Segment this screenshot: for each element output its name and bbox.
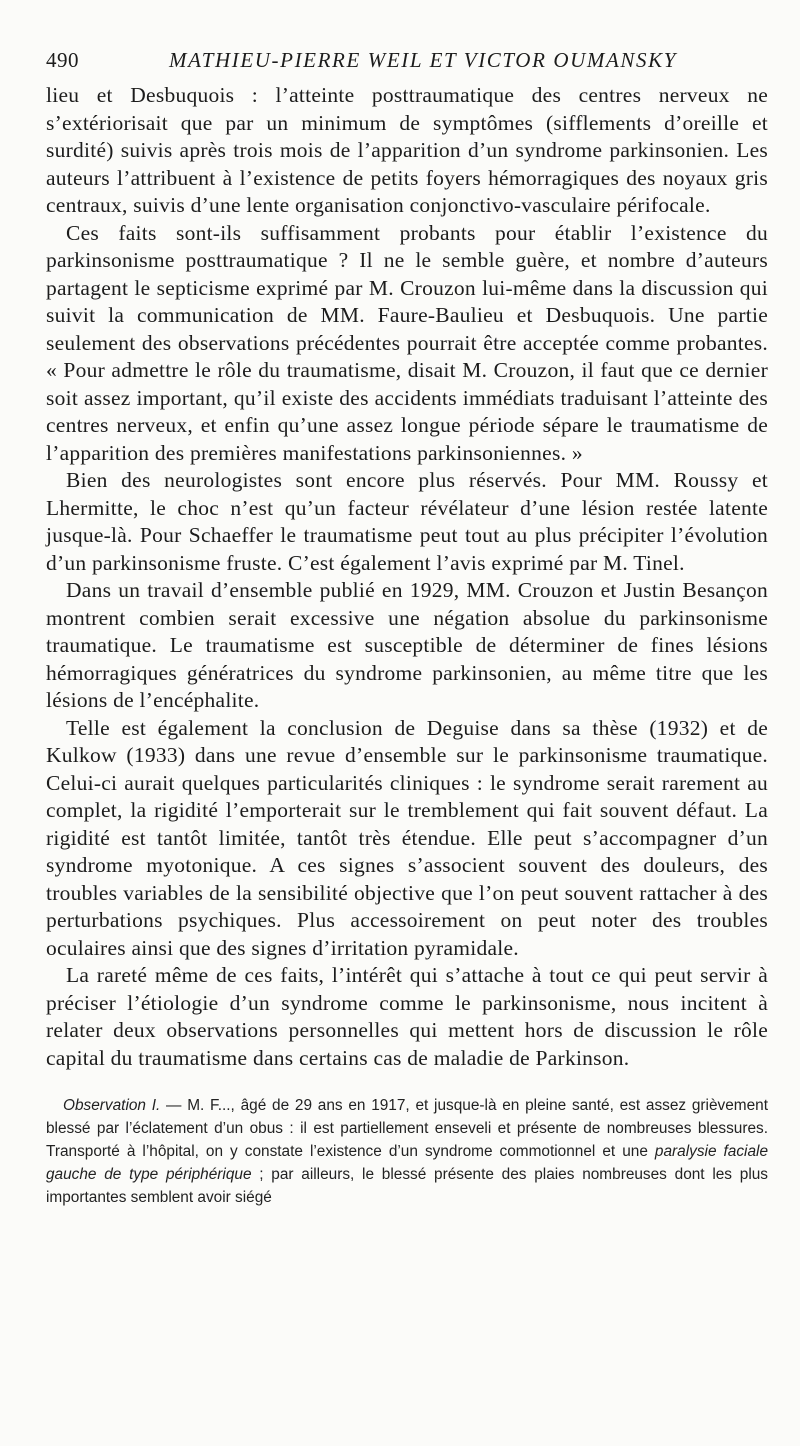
observation-note [46, 1094, 768, 1209]
paragraph: Telle est également la conclusion de Deguise dans sa thèse (1932) et de Kulkow (1933) dans une revue d’ensemble sur le parkinsonisme traumatique. Celui-ci aurait quelques particularités cliniques : le syndrome serait rarement au complet, la rigidité l’emporterait sur le tremblement qui fait souvent défaut. La rigidité est tantôt limitée, tantôt très étendue. Elle peut s’accompagner d’un syndrome myotonique. A ces signes s’associent souvent des douleurs, des troubles variables de la sensibilité objective que l’on peut souvent rattacher à des perturbations psychiques. Plus accessoirement on peut noter des troubles oculaires ainsi que des signes d’irritation pyramidale. [46, 715, 768, 960]
paragraph: lieu et Desbuquois : l’atteinte posttraumatique des centres nerveux ne s’extériorisait que par un minimum de symptômes (sifflements d’oreille et surdité) suivis après trois mois de l’apparition d’un syndrome parkinsonien. Les auteurs l’attribuent à l’existence de petits foyers hémorragiques des noyaux gris centraux, suivis d’une lente organisation conjonctivo-vasculaire périfocale. [46, 83, 768, 217]
running-title: MATHIEU-PIERRE WEIL ET VICTOR OUMANSKY [168, 48, 677, 72]
observation-label: Observation I. [63, 1097, 161, 1114]
observation-emphasis: paralysie faciale gauche de type périphérique [46, 1143, 769, 1183]
body-text [46, 82, 768, 1072]
book-page [46, 48, 768, 1209]
paragraph: La rareté même de ces faits, l’intérêt qui s’attache à tout ce qui peut servir à préciser l’étiologie d’un syndrome comme le parkinsonisme, nous incitent à relater deux observations personnelles qui mettent hors de discussion le rôle capital du traumatisme dans certains cas de maladie de Parkinson. [46, 963, 768, 1070]
paragraph: Dans un travail d’ensemble publié en 1929, MM. Crouzon et Justin Besançon montrent combien serait excessive une négation absolue du parkinsonisme traumatique. Le traumatisme est susceptible de déterminer de fines lésions hémorragiques génératrices du syndrome parkinsonien, au même titre que les lésions de l’encéphalite. [46, 578, 768, 712]
running-head [46, 48, 768, 82]
observation-text: — M. F..., âgé de 29 ans en 1917, et jusque-là en pleine santé, est assez grièvement blessé par l’éclatement d’un obus : il est partiellement enseveli et présente de nombreuses blessures. Transporté à l’hôpital, on y constate l’existence d’un syndrome commotionnel et une [46, 1097, 768, 1160]
observation-text-continued: ; par ailleurs, le blessé présente des plaies nombreuses dont les plus importantes semblent avoir siégé [46, 1166, 768, 1206]
page-number: 490 [46, 48, 79, 72]
paragraph: Ces faits sont-ils suffisamment probants pour établir l’existence du parkinsonisme posttraumatique ? Il ne le semble guère, et nombre d’auteurs partagent le septicisme exprimé par M. Crouzon lui-même dans la discussion qui suivit la communication de MM. Faure-Baulieu et Desbuquois. Une partie seulement des observations précédentes pourrait être acceptée comme probantes. « Pour admettre le rôle du traumatisme, disait M. Crouzon, il faut que ce dernier soit assez important, qu’il existe des accidents immédiats traduisant l’atteinte des centres nerveux, et enfin qu’une assez longue période sépare le traumatisme de l’apparition des premières manifestations parkinsoniennes. » [46, 220, 768, 465]
paragraph: Bien des neurologistes sont encore plus réservés. Pour MM. Roussy et Lhermitte, le choc n’est qu’un facteur révélateur d’une lésion restée latente jusque-là. Pour Schaeffer le traumatisme peut tout au plus précipiter l’évolution d’un parkinsonisme fruste. C’est également l’avis exprimé par M. Tinel. [46, 468, 768, 575]
